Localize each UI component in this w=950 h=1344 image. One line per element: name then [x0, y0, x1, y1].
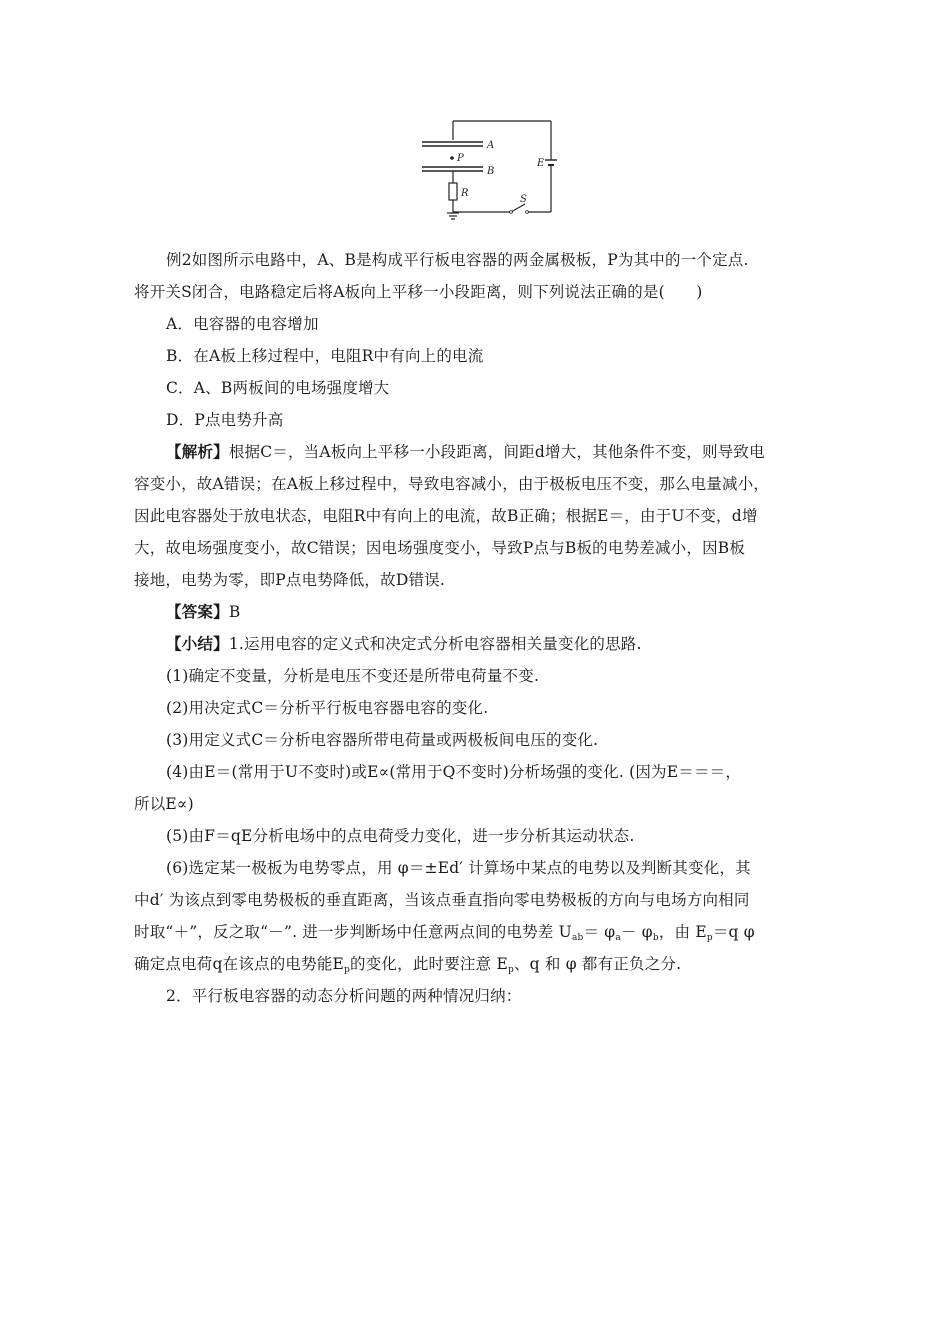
summary-point-2: 2．平行板电容器的动态分析问题的两种情况归纳： [166, 987, 522, 1005]
resistor-r [449, 183, 457, 200]
summary-item-5: (5)由F＝qE分析电场中的点电荷受力变化，进一步分析其运动状态. [166, 827, 635, 845]
analysis-text-1: 根据C＝，当A板向上平移一小段距离，间距d增大，其他条件不变，则导致电 [228, 443, 765, 461]
analysis-line-1 [134, 436, 818, 468]
label-r: R [461, 188, 469, 199]
summary-item-6-line-3: 时取“＋”，反之取“－”. 进一步判断场中任意两点间的电势差 $U_{ab}= \varphi_a- \varphi_b$，由 $E_p=q$ φ [134, 923, 755, 943]
analysis-line-5: 接地，电势为零，即P点电势降低，故D错误. [134, 571, 445, 589]
option-a: A．电容器的电容增加 [166, 315, 319, 333]
option-b: B．在A板上移过程中，电阻R中有向上的电流 [166, 347, 484, 365]
analysis-line-4: 大，故电场强度变小，故C错误；因电场强度变小，导致P点与B板的电势差减小，因B板 [134, 539, 746, 557]
answer-value: B [228, 603, 241, 621]
answer-line [134, 596, 818, 628]
summary-item-1: (1)确定不变量，分析是电压不变还是所带电荷量不变. [166, 667, 540, 685]
summary-item-6-line-4: 确定点电荷q在该点的电势能$E_p$的变化，此时要注意 $E_p$、q 和 φ 都有正负之分. [134, 955, 682, 975]
question-line-2: 将开关S闭合，电路稳定后将A板向上平移一小段距离，则下列说法正确的是( ) [134, 283, 703, 301]
option-d: D．P点电势升高 [166, 411, 284, 429]
answer-tag: 【答案】 [166, 602, 229, 621]
label-s: S [520, 194, 527, 205]
analysis-line-2: 容变小，故A错误；在A板上移过程中，导致电容减小，由于极板电压不变，那么电量减小， [134, 475, 770, 493]
circuit-svg [405, 118, 570, 230]
switch-s-blade [511, 204, 525, 212]
label-b: B [487, 166, 495, 177]
label-a: A [487, 140, 495, 151]
point-p-dot [450, 156, 454, 160]
summary-text-1: 1.运用电容的定义式和决定式分析电容器相关量变化的思路. [228, 635, 642, 653]
summary-item-4-line-2: 所以E∝) [134, 795, 194, 813]
document-body [134, 244, 818, 1012]
summary-item-3: (3)用定义式C＝分析电容器所带电荷量或两极板间电压的变化. [166, 731, 599, 749]
analysis-line-3: 因此电容器处于放电状态，电阻R中有向上的电流，故B正确；根据E＝，由于U不变，d增 [134, 507, 758, 525]
label-p: P [457, 153, 464, 164]
question-line-1: 例2如图所示电路中，A、B是构成平行板电容器的两金属极板，P为其中的一个定点. [166, 251, 749, 269]
summary-line-1 [134, 628, 818, 660]
summary-item-4-line-1: (4)由E＝(常用于U不变时)或E∝(常用于Q不变时)分析场强的变化. (因为E＝＝＝， [166, 763, 742, 781]
circuit-diagram [405, 118, 570, 230]
option-c: C．A、B两板间的电场强度增大 [166, 379, 390, 397]
summary-tag: 【小结】 [166, 634, 229, 653]
summary-item-6-line-2: 中d′ 为该点到零电势极板的垂直距离，当该点垂直指向零电势极板的方向与电场方向相同 [134, 891, 750, 909]
summary-item-2: (2)用决定式C＝分析平行板电容器电容的变化. [166, 699, 489, 717]
label-e: E [537, 158, 545, 169]
analysis-tag: 【解析】 [166, 442, 229, 461]
summary-item-6-line-1: (6)选定某一极板为电势零点，用 φ＝±Ed′ 计算场中某点的电势以及判断其变化，其 [166, 859, 751, 877]
